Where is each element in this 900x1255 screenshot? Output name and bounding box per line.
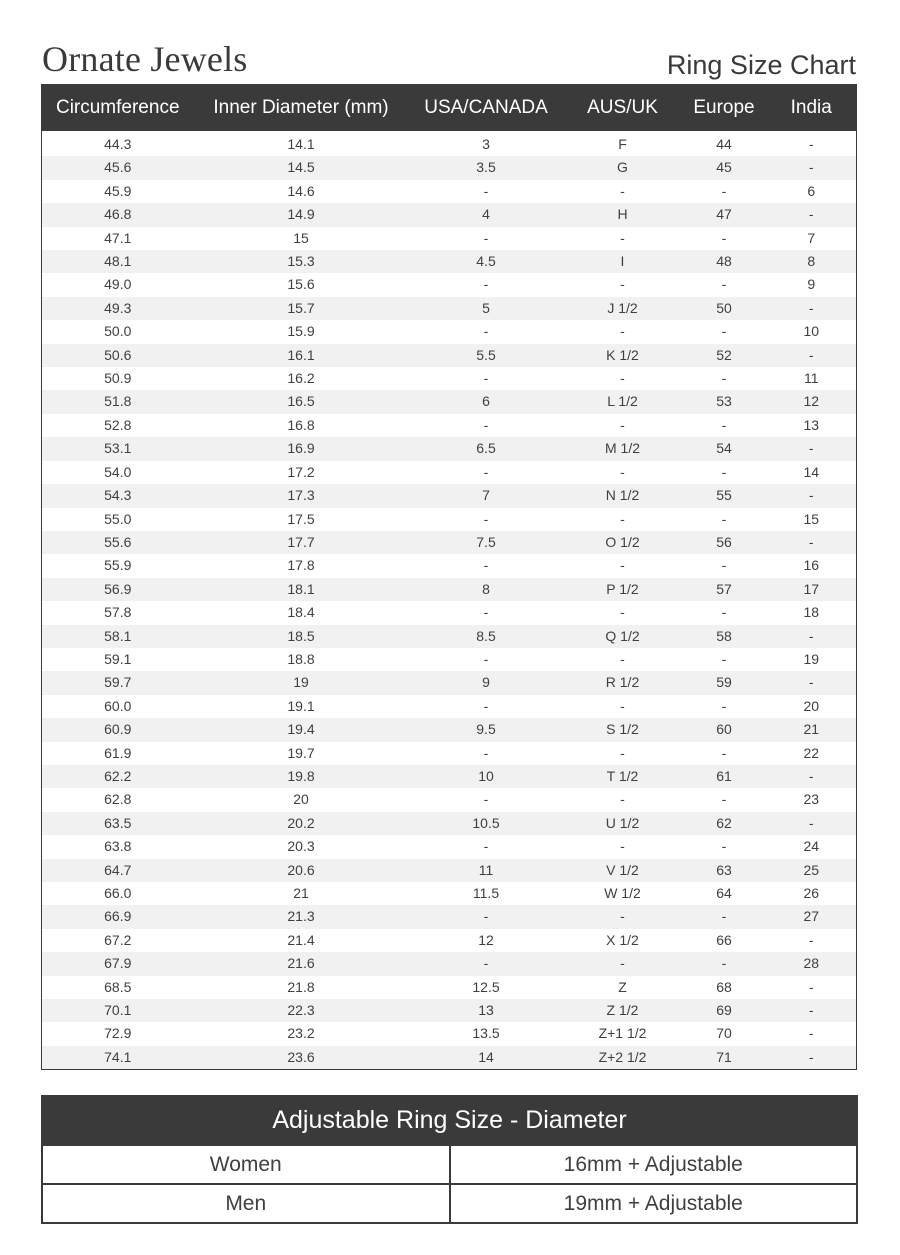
europe-cell: - xyxy=(721,650,727,667)
circumference-cell: 67.2 xyxy=(104,931,132,948)
circumference-cell: 72.9 xyxy=(104,1025,132,1042)
inner-diameter-cell: 20.6 xyxy=(194,859,409,882)
india-cell: - xyxy=(767,156,857,179)
page-title: Ring Size Chart xyxy=(666,50,856,80)
europe-cell: 66 xyxy=(716,931,732,948)
europe-cell: - xyxy=(682,952,767,975)
inner-diameter-cell: 18.4 xyxy=(287,604,315,621)
europe-cell: - xyxy=(721,744,727,761)
inner-diameter-cell: 16.2 xyxy=(287,370,315,387)
usa-canada-cell: - xyxy=(483,557,489,574)
inner-diameter-cell: 17.8 xyxy=(287,557,315,574)
adjustable-value-men: 19mm + Adjustable xyxy=(450,1184,858,1223)
inner-diameter-cell: 17.2 xyxy=(287,463,315,480)
table-row xyxy=(42,461,857,484)
inner-diameter-cell: 17.7 xyxy=(194,531,409,554)
aus-uk-cell: - xyxy=(620,370,625,387)
india-cell: 16 xyxy=(803,557,820,574)
circumference-cell: 60.0 xyxy=(104,697,132,714)
inner-diameter-cell: 21.3 xyxy=(194,905,409,928)
table-row xyxy=(42,859,857,882)
india-cell: 25 xyxy=(767,859,857,882)
india-cell: - xyxy=(767,297,857,320)
india-cell: - xyxy=(808,136,814,152)
table-row xyxy=(42,1046,857,1070)
table-row xyxy=(42,625,857,648)
circumference-cell: 55.0 xyxy=(104,510,132,527)
usa-canada-cell: - xyxy=(409,905,564,928)
table-row xyxy=(42,718,857,741)
circumference-cell: 66.9 xyxy=(42,905,194,928)
inner-diameter-cell: 17.5 xyxy=(287,510,315,527)
europe-cell: - xyxy=(721,838,727,855)
europe-cell: 45 xyxy=(682,156,767,179)
india-cell: 15 xyxy=(803,510,820,527)
inner-diameter-cell: 21.4 xyxy=(287,931,315,948)
usa-canada-cell: 5.5 xyxy=(409,344,564,367)
circumference-cell: 54.0 xyxy=(104,463,132,480)
inner-diameter-cell: 22.3 xyxy=(194,999,409,1022)
aus-uk-cell: X 1/2 xyxy=(606,931,639,948)
india-cell: 26 xyxy=(803,885,820,901)
table-row xyxy=(42,929,857,952)
india-cell: - xyxy=(808,931,814,948)
adjustable-value-women: 16mm + Adjustable xyxy=(450,1145,858,1184)
india-cell: - xyxy=(767,812,857,835)
india-cell: 23 xyxy=(803,791,820,808)
table-row xyxy=(42,695,857,718)
table-body xyxy=(42,131,857,1070)
column-header-aus-uk: AUS/UK xyxy=(564,85,682,132)
india-cell: 10 xyxy=(803,323,820,340)
circumference-cell: 55.6 xyxy=(42,531,194,554)
europe-cell: - xyxy=(721,416,727,433)
europe-cell: 57 xyxy=(682,578,767,601)
europe-cell: - xyxy=(721,463,727,480)
europe-cell: 63 xyxy=(682,859,767,882)
india-cell: 6 xyxy=(807,182,816,199)
europe-cell: 69 xyxy=(682,999,767,1022)
inner-diameter-cell: 14.5 xyxy=(194,156,409,179)
circumference-cell: 49.0 xyxy=(104,276,132,293)
aus-uk-cell: - xyxy=(620,604,625,621)
table-row xyxy=(42,414,857,437)
india-cell: 17 xyxy=(767,578,857,601)
inner-diameter-cell: 14.1 xyxy=(287,136,315,152)
usa-canada-cell: 8.5 xyxy=(409,625,564,648)
india-cell: 19 xyxy=(803,650,820,667)
inner-diameter-cell: 17.3 xyxy=(194,484,409,507)
table-row xyxy=(42,531,857,554)
aus-uk-cell: J 1/2 xyxy=(564,297,682,320)
aus-uk-cell: - xyxy=(620,182,625,199)
inner-diameter-cell: 21 xyxy=(293,885,309,901)
europe-cell: 58 xyxy=(682,625,767,648)
aus-uk-cell: O 1/2 xyxy=(564,531,682,554)
india-cell: 20 xyxy=(803,697,820,714)
aus-uk-cell: U 1/2 xyxy=(564,812,682,835)
inner-diameter-cell: 23.2 xyxy=(287,1025,315,1042)
inner-diameter-cell: 14.6 xyxy=(287,182,315,199)
circumference-cell: 51.8 xyxy=(42,390,194,413)
usa-canada-cell: - xyxy=(409,952,564,975)
table-row xyxy=(42,484,857,507)
column-header-usa-canada: USA/CANADA xyxy=(409,85,564,132)
table-row xyxy=(42,976,857,999)
circumference-cell: 57.8 xyxy=(104,604,132,621)
europe-cell: 55 xyxy=(682,484,767,507)
india-cell: 18 xyxy=(803,604,820,621)
aus-uk-cell: Z xyxy=(618,978,627,995)
aus-uk-cell: - xyxy=(564,905,682,928)
usa-canada-cell: - xyxy=(483,323,489,340)
europe-cell: - xyxy=(721,510,727,527)
india-cell: - xyxy=(767,531,857,554)
usa-canada-cell: 3.5 xyxy=(409,156,564,179)
adjustable-size-table xyxy=(41,1095,858,1224)
usa-canada-cell: 6 xyxy=(409,390,564,413)
circumference-cell: 70.1 xyxy=(42,999,194,1022)
circumference-cell: 48.1 xyxy=(42,250,194,273)
table-row xyxy=(42,742,857,765)
europe-cell: - xyxy=(721,323,727,340)
usa-canada-cell: 13.5 xyxy=(472,1025,500,1042)
table-row xyxy=(42,180,857,203)
usa-canada-cell: 13 xyxy=(409,999,564,1022)
usa-canada-cell: 7 xyxy=(409,484,564,507)
circumference-cell: 59.1 xyxy=(104,650,132,667)
usa-canada-cell: - xyxy=(483,650,489,667)
table-row xyxy=(42,1022,857,1045)
aus-uk-cell: S 1/2 xyxy=(564,718,682,741)
india-cell: - xyxy=(808,1025,814,1042)
usa-canada-cell: - xyxy=(483,276,489,293)
inner-diameter-cell: 15 xyxy=(293,229,309,246)
aus-uk-cell: - xyxy=(620,463,625,480)
aus-uk-cell: Z+2 1/2 xyxy=(564,1046,682,1070)
circumference-cell: 66.0 xyxy=(104,885,132,901)
inner-diameter-cell: 14.9 xyxy=(194,203,409,226)
europe-cell: - xyxy=(721,697,727,714)
table-row xyxy=(42,835,857,858)
table-row xyxy=(42,601,857,624)
usa-canada-cell: - xyxy=(483,463,489,480)
table-row xyxy=(42,203,857,226)
india-cell: 7 xyxy=(807,229,816,246)
usa-canada-cell: 10 xyxy=(409,765,564,788)
circumference-cell: 74.1 xyxy=(42,1046,194,1070)
india-cell: 24 xyxy=(803,838,820,855)
europe-cell: 71 xyxy=(682,1046,767,1070)
india-cell: - xyxy=(767,765,857,788)
table-row xyxy=(42,905,857,928)
usa-canada-cell: - xyxy=(483,791,489,808)
table-row xyxy=(42,297,857,320)
circumference-cell: 45.9 xyxy=(104,182,132,199)
aus-uk-cell: - xyxy=(620,744,625,761)
table-row xyxy=(42,437,857,460)
india-cell: 11 xyxy=(803,370,819,387)
circumference-cell: 62.8 xyxy=(104,791,132,808)
table-row xyxy=(42,952,857,975)
table-row xyxy=(42,578,857,601)
circumference-cell: 60.9 xyxy=(42,718,194,741)
circumference-cell: 52.8 xyxy=(104,416,132,433)
circumference-cell: 63.8 xyxy=(104,838,132,855)
inner-diameter-cell: 16.5 xyxy=(194,390,409,413)
table-row xyxy=(42,882,857,905)
india-cell: 12 xyxy=(767,390,857,413)
usa-canada-cell: 6.5 xyxy=(409,437,564,460)
aus-uk-cell: H xyxy=(564,203,682,226)
europe-cell: 70 xyxy=(716,1025,732,1042)
aus-uk-cell: T 1/2 xyxy=(564,765,682,788)
europe-cell: 54 xyxy=(682,437,767,460)
india-cell: 21 xyxy=(767,718,857,741)
india-cell: - xyxy=(767,1046,857,1070)
europe-cell: 61 xyxy=(682,765,767,788)
table-row xyxy=(42,508,857,531)
europe-cell: 68 xyxy=(716,978,732,995)
circumference-cell: 64.7 xyxy=(42,859,194,882)
aus-uk-cell: - xyxy=(620,416,625,433)
adjustable-label-men: Men xyxy=(42,1184,450,1223)
inner-diameter-cell: 15.9 xyxy=(287,323,315,340)
europe-cell: 56 xyxy=(682,531,767,554)
aus-uk-cell: - xyxy=(620,323,625,340)
circumference-cell: 46.8 xyxy=(42,203,194,226)
table-row xyxy=(42,765,857,788)
europe-cell: 59 xyxy=(682,671,767,694)
circumference-cell: 47.1 xyxy=(104,229,132,246)
europe-cell: 47 xyxy=(682,203,767,226)
usa-canada-cell: - xyxy=(483,416,489,433)
usa-canada-cell: - xyxy=(483,697,489,714)
circumference-cell: 61.9 xyxy=(104,744,132,761)
india-cell: 28 xyxy=(767,952,857,975)
brand-name: Ornate Jewels xyxy=(42,39,248,79)
inner-diameter-cell: 15.3 xyxy=(194,250,409,273)
india-cell: 13 xyxy=(803,416,820,433)
europe-cell: 60 xyxy=(682,718,767,741)
europe-cell: 44 xyxy=(716,136,732,152)
europe-cell: 62 xyxy=(682,812,767,835)
europe-cell: 48 xyxy=(682,250,767,273)
circumference-cell: 55.9 xyxy=(104,557,132,574)
inner-diameter-cell: 21.8 xyxy=(287,978,315,995)
usa-canada-cell: 7.5 xyxy=(409,531,564,554)
circumference-cell: 62.2 xyxy=(42,765,194,788)
europe-cell: - xyxy=(721,370,727,387)
india-cell: - xyxy=(767,484,857,507)
europe-cell: - xyxy=(721,557,727,574)
usa-canada-cell: 10.5 xyxy=(409,812,564,835)
inner-diameter-cell: 19.7 xyxy=(287,744,315,761)
table-row xyxy=(42,367,857,390)
usa-canada-cell: 14 xyxy=(409,1046,564,1070)
europe-cell: 52 xyxy=(682,344,767,367)
table-row xyxy=(42,273,857,296)
europe-cell: 50 xyxy=(682,297,767,320)
usa-canada-cell: 4.5 xyxy=(409,250,564,273)
table-row xyxy=(42,648,857,671)
aus-uk-cell: - xyxy=(564,952,682,975)
aus-uk-cell: Z 1/2 xyxy=(564,999,682,1022)
inner-diameter-cell: 15.7 xyxy=(194,297,409,320)
inner-diameter-cell: 18.5 xyxy=(194,625,409,648)
aus-uk-cell: F xyxy=(618,136,627,152)
column-header-europe: Europe xyxy=(682,85,767,132)
table-row xyxy=(42,554,857,577)
inner-diameter-cell: 23.6 xyxy=(194,1046,409,1070)
aus-uk-cell: L 1/2 xyxy=(564,390,682,413)
table-row xyxy=(42,812,857,835)
aus-uk-cell: - xyxy=(620,697,625,714)
india-cell: - xyxy=(767,671,857,694)
aus-uk-cell: Z+1 1/2 xyxy=(598,1025,647,1042)
circumference-cell: 63.5 xyxy=(42,812,194,835)
europe-cell: - xyxy=(721,276,727,293)
circumference-cell: 56.9 xyxy=(42,578,194,601)
usa-canada-cell: 12 xyxy=(478,931,494,948)
usa-canada-cell: 3 xyxy=(482,136,490,152)
aus-uk-cell: K 1/2 xyxy=(564,344,682,367)
usa-canada-cell: - xyxy=(483,510,489,527)
aus-uk-cell: - xyxy=(620,650,625,667)
column-header-inner-diameter: Inner Diameter (mm) xyxy=(194,85,409,132)
circumference-cell: 59.7 xyxy=(42,671,194,694)
circumference-cell: 50.0 xyxy=(104,323,132,340)
usa-canada-cell: 11.5 xyxy=(472,885,500,901)
circumference-cell: 68.5 xyxy=(104,978,132,995)
adjustable-table-title: Adjustable Ring Size - Diameter xyxy=(42,1096,857,1145)
table-row xyxy=(42,320,857,343)
europe-cell: - xyxy=(721,791,727,808)
usa-canada-cell: 11 xyxy=(409,859,564,882)
column-header-circumference: Circumference xyxy=(42,85,194,132)
circumference-cell: 67.9 xyxy=(42,952,194,975)
inner-diameter-cell: 20 xyxy=(293,791,309,808)
aus-uk-cell: I xyxy=(564,250,682,273)
usa-canada-cell: 4 xyxy=(409,203,564,226)
column-header-india: India xyxy=(767,85,857,132)
aus-uk-cell: M 1/2 xyxy=(564,437,682,460)
circumference-cell: 45.6 xyxy=(42,156,194,179)
table-row xyxy=(42,999,857,1022)
usa-canada-cell: - xyxy=(483,744,489,761)
circumference-cell: 44.3 xyxy=(104,136,132,152)
circumference-cell: 53.1 xyxy=(42,437,194,460)
europe-cell: 64 xyxy=(716,885,732,901)
inner-diameter-cell: 18.1 xyxy=(194,578,409,601)
india-cell: - xyxy=(808,978,814,995)
inner-diameter-cell: 20.3 xyxy=(287,838,315,855)
india-cell: 22 xyxy=(803,744,820,761)
aus-uk-cell: - xyxy=(620,229,625,246)
table-row xyxy=(42,227,857,250)
india-cell: - xyxy=(767,203,857,226)
inner-diameter-cell: 19.4 xyxy=(194,718,409,741)
inner-diameter-cell: 16.1 xyxy=(194,344,409,367)
india-cell: 9 xyxy=(807,276,816,293)
aus-uk-cell: - xyxy=(620,510,625,527)
ring-size-table xyxy=(41,84,857,1070)
inner-diameter-cell: 19.1 xyxy=(287,697,315,714)
circumference-cell: 54.3 xyxy=(42,484,194,507)
usa-canada-cell: 12.5 xyxy=(472,978,500,995)
circumference-cell: 50.9 xyxy=(104,370,132,387)
adjustable-label-women: Women xyxy=(42,1145,450,1184)
aus-uk-cell: W 1/2 xyxy=(604,885,641,901)
inner-diameter-cell: 15.6 xyxy=(287,276,315,293)
inner-diameter-cell: 19.8 xyxy=(194,765,409,788)
aus-uk-cell: - xyxy=(620,838,625,855)
table-row xyxy=(42,250,857,273)
table-row xyxy=(42,390,857,413)
usa-canada-cell: 9.5 xyxy=(409,718,564,741)
inner-diameter-cell: 20.2 xyxy=(194,812,409,835)
usa-canada-cell: - xyxy=(483,604,489,621)
table-header-row xyxy=(42,85,857,132)
aus-uk-cell: - xyxy=(620,791,625,808)
india-cell: 14 xyxy=(803,463,820,480)
table-row xyxy=(42,671,857,694)
usa-canada-cell: - xyxy=(483,182,489,199)
europe-cell: - xyxy=(682,905,767,928)
inner-diameter-cell: 21.6 xyxy=(194,952,409,975)
usa-canada-cell: - xyxy=(483,229,489,246)
usa-canada-cell: - xyxy=(483,370,489,387)
india-cell: - xyxy=(767,344,857,367)
usa-canada-cell: - xyxy=(483,838,489,855)
india-cell: - xyxy=(767,999,857,1022)
inner-diameter-cell: 19 xyxy=(194,671,409,694)
india-cell: - xyxy=(767,625,857,648)
india-cell: 27 xyxy=(767,905,857,928)
usa-canada-cell: 5 xyxy=(409,297,564,320)
adjustable-row-men xyxy=(42,1184,857,1223)
table-row xyxy=(42,344,857,367)
inner-diameter-cell: 16.8 xyxy=(287,416,315,433)
aus-uk-cell: N 1/2 xyxy=(564,484,682,507)
aus-uk-cell: V 1/2 xyxy=(564,859,682,882)
inner-diameter-cell: 18.8 xyxy=(287,650,315,667)
india-cell: 8 xyxy=(767,250,857,273)
aus-uk-cell: P 1/2 xyxy=(564,578,682,601)
europe-cell: - xyxy=(721,182,727,199)
aus-uk-cell: Q 1/2 xyxy=(564,625,682,648)
aus-uk-cell: R 1/2 xyxy=(564,671,682,694)
table-row xyxy=(42,131,857,156)
usa-canada-cell: 8 xyxy=(409,578,564,601)
europe-cell: - xyxy=(721,229,727,246)
circumference-cell: 58.1 xyxy=(42,625,194,648)
usa-canada-cell: 9 xyxy=(409,671,564,694)
circumference-cell: 49.3 xyxy=(42,297,194,320)
table-row xyxy=(42,788,857,811)
aus-uk-cell: G xyxy=(564,156,682,179)
europe-cell: - xyxy=(721,604,727,621)
aus-uk-cell: - xyxy=(620,276,625,293)
inner-diameter-cell: 16.9 xyxy=(194,437,409,460)
europe-cell: 53 xyxy=(682,390,767,413)
india-cell: - xyxy=(767,437,857,460)
aus-uk-cell: - xyxy=(620,557,625,574)
circumference-cell: 50.6 xyxy=(42,344,194,367)
adjustable-row-women xyxy=(42,1145,857,1184)
table-row xyxy=(42,156,857,179)
